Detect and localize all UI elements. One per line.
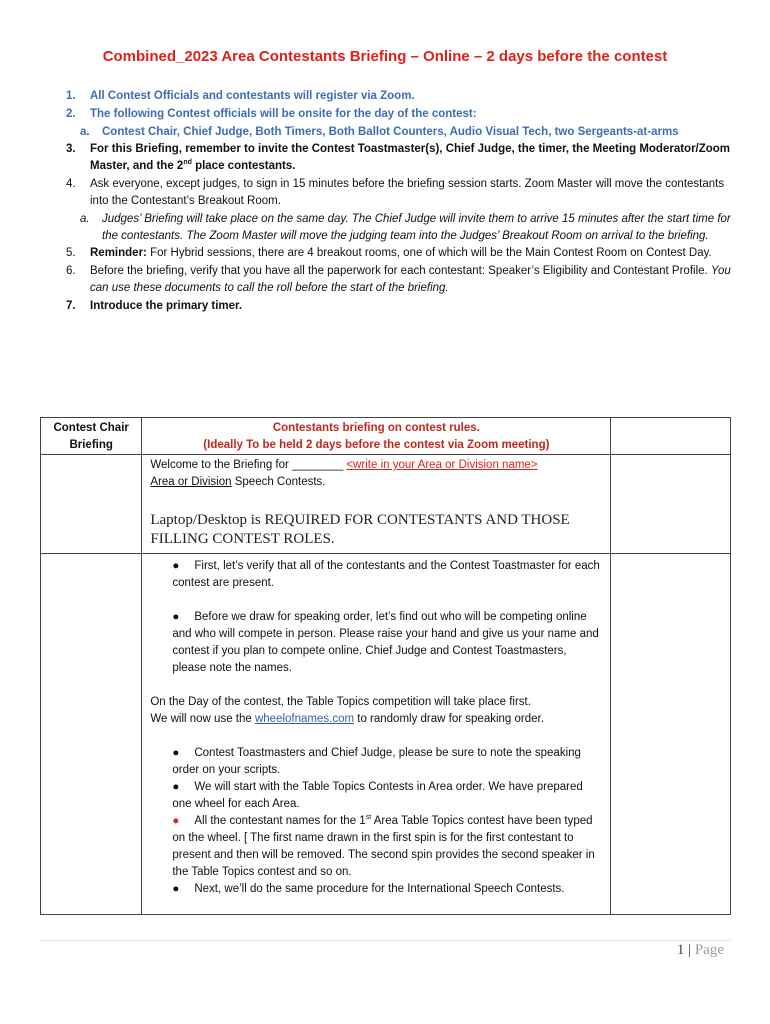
welcome-cell: [142, 455, 611, 554]
welcome-part: Speech Contests.: [231, 476, 326, 488]
script-cell: [142, 554, 611, 915]
list-subitem: [56, 124, 736, 141]
bullet-paragraph: [150, 745, 602, 779]
welcome-part: Area or Division: [150, 476, 232, 488]
bullet-text: Before we draw for speaking order, let’s find out who will be competing online and who will compete in person. Please raise your hand and give us your name and contest if you plan to compete online. Chief Judge and Contest Toastmasters, please note the names.: [172, 611, 599, 674]
page-title: Combined_2023 Area Contestants Briefing – Online – 2 days before the contest: [102, 48, 668, 65]
bullet-icon: ●: [172, 883, 180, 895]
page-label: Page: [694, 942, 724, 958]
list-item: [56, 176, 736, 210]
bullet-paragraph: [150, 609, 602, 677]
list-item: [56, 298, 736, 315]
list-text: The following Contest officials will be onsite for the day of the contest:: [90, 108, 477, 120]
list-letter: a.: [80, 126, 90, 138]
superscript: st: [365, 814, 372, 822]
list-text: Introduce the primary timer.: [90, 300, 243, 312]
list-text: For Hybrid sessions, there are 4 breakout rooms, one of which will be the Main Contest Room on Contest Day.: [146, 247, 712, 259]
paragraph: On the Day of the contest, the Table Topics competition will take place first.: [150, 696, 531, 708]
briefing-table: [40, 417, 731, 915]
table-cell: [41, 554, 142, 915]
wheelofnames-link[interactable]: wheelofnames.com: [254, 713, 355, 725]
bullet-text: We will start with the Table Topics Contests in Area order. We have prepared one wheel for each Area.: [172, 781, 583, 810]
bullet-text: Area Table Topics contest have been typed on the wheel. [ The first name drawn in the first spin is for the first contestant to present and then will be removed. The second spin provides the second speaker in the Table Topics contest and so on.: [172, 815, 595, 878]
list-text: All Contest Officials and contestants will register via Zoom.: [90, 90, 415, 102]
table-row: [41, 418, 731, 455]
list-number: 2.: [66, 108, 76, 120]
table-cell: [611, 455, 731, 554]
list-text-part: For this Briefing, remember to invite the Contest Toastmaster(s), Chief Judge, the timer, the Meeting Moderator/Zoom Master, and the 2: [90, 143, 731, 172]
bullet-icon: ●: [172, 560, 180, 572]
welcome-text: [150, 457, 604, 474]
list-number: 4.: [66, 178, 76, 190]
welcome-part: Welcome to the Briefing for ________: [150, 459, 347, 471]
list-number: 7.: [66, 300, 76, 312]
list-letter: a.: [80, 213, 90, 225]
bullet-text: All the contestant names for the 1: [194, 815, 366, 827]
bullet-icon: ●: [172, 611, 180, 623]
bullet-text: First, let’s verify that all of the contestants and the Contest Toastmaster for each contest are present.: [172, 560, 600, 589]
page-footer: [677, 942, 724, 959]
bullet-paragraph: [150, 813, 602, 881]
bullet-paragraph: [150, 779, 602, 813]
paragraph: [150, 711, 602, 728]
instruction-list: [56, 88, 736, 316]
list-text: Ask everyone, except judges, to sign in 15 minutes before the briefing session starts. Zoom Master will move the contestants into the Contestant’s Breakout Room.: [90, 178, 725, 207]
page-number: 1: [676, 942, 685, 958]
welcome-text-2: [150, 474, 604, 491]
table-cell: [611, 554, 731, 915]
bullet-icon: ●: [172, 781, 180, 793]
bullet-icon: ●: [172, 747, 180, 759]
list-item: [56, 106, 736, 123]
list-item: [56, 88, 736, 105]
header-line: (Ideally To be held 2 days before the contest via Zoom meeting): [203, 439, 550, 451]
list-subitem: [56, 211, 736, 245]
placeholder-text: <write in your Area or Division name>: [346, 459, 538, 471]
col1-header: Contest Chair Briefing: [41, 418, 142, 455]
reminder-label: Reminder:: [90, 247, 147, 259]
list-text-italic: You can use these documents to call the roll before the start of the briefing.: [90, 265, 731, 294]
list-number: 3.: [66, 143, 76, 155]
paragraph-part: We will now use the: [150, 713, 255, 725]
bullet-text: Next, we’ll do the same procedure for the International Speech Contests.: [194, 883, 565, 895]
list-item: [56, 141, 736, 175]
list-number: 6.: [66, 265, 76, 277]
bullet-text: Contest Toastmasters and Chief Judge, please be sure to note the speaking order on your scripts.: [172, 747, 581, 776]
required-notice: Laptop/Desktop is REQUIRED FOR CONTESTANTS AND THOSE FILLING CONTEST ROLES.: [150, 512, 570, 547]
bullet-paragraph: [150, 881, 602, 898]
red-bullet-icon: ●: [172, 815, 180, 827]
col3-header: [611, 418, 731, 455]
superscript: nd: [183, 159, 192, 167]
col2-header: [142, 418, 611, 455]
table-row: [41, 455, 731, 554]
list-item: [56, 245, 736, 262]
footer-separator: |: [684, 942, 695, 958]
list-text-part: place contestants.: [191, 160, 296, 172]
list-item: [56, 263, 736, 297]
list-text: Judges’ Briefing will take place on the same day. The Chief Judge will invite them to arrive 15 minutes after the start time for the contestants. The Zoom Master will move the judging team into the Judges’ Breakout Room on arrival to the briefing.: [102, 213, 731, 242]
list-text: Before the briefing, verify that you have all the paperwork for each contestant: Speaker’s Eligibility and Contestant Profile.: [90, 265, 711, 277]
list-text: [90, 143, 730, 172]
paragraph-part: to randomly draw for speaking order.: [354, 713, 544, 725]
list-number: 5.: [66, 247, 76, 259]
table-row: [41, 554, 731, 915]
table-cell: [41, 455, 142, 554]
bullet-paragraph: [150, 558, 602, 592]
footer-divider: [40, 940, 731, 941]
header-line: Contestants briefing on contest rules.: [272, 422, 480, 434]
list-number: 1.: [66, 90, 76, 102]
list-text: Contest Chair, Chief Judge, Both Timers, Both Ballot Counters, Audio Visual Tech, two Sergeants-at-arms: [102, 126, 679, 138]
